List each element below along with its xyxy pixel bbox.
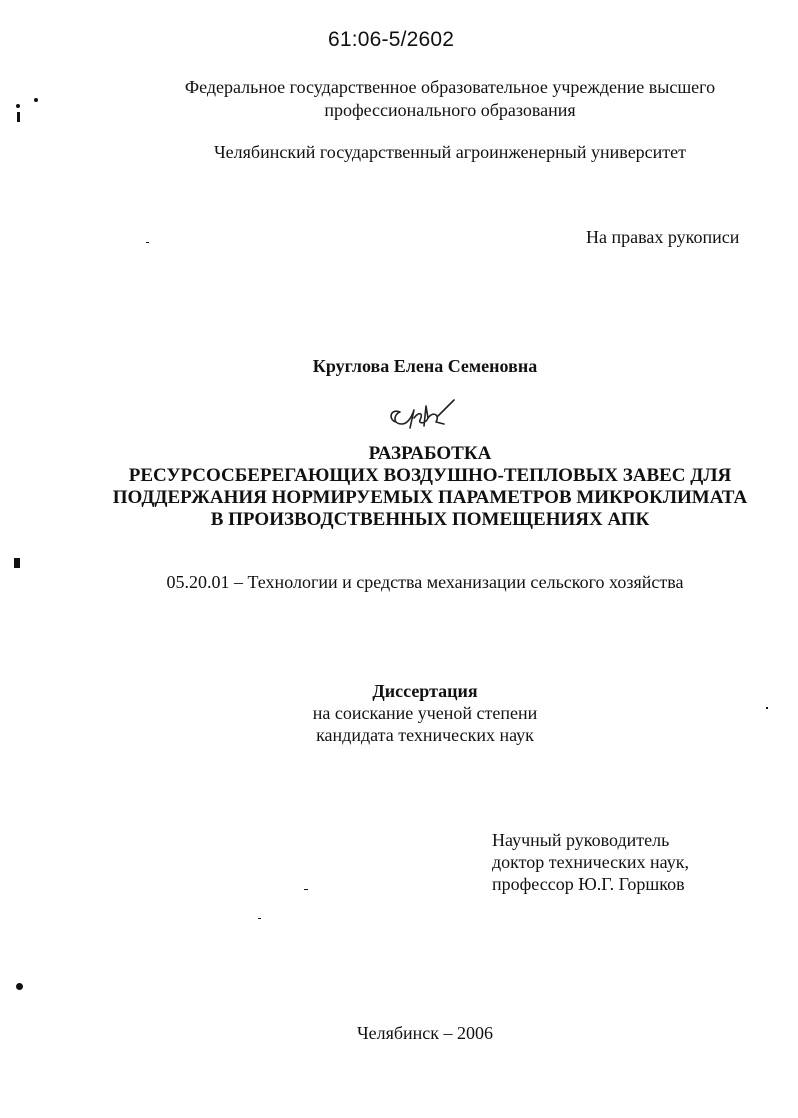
supervisor-block xyxy=(492,829,722,895)
university-name: Челябинский государственный агроинженерный университет xyxy=(213,142,687,162)
title-line-2: РЕСУРСОСБЕРЕГАЮЩИХ ВОЗДУШНО-ТЕПЛОВЫХ ЗАВЕС ДЛЯ xyxy=(128,465,732,486)
scan-speck xyxy=(17,112,20,122)
scan-speck xyxy=(14,558,20,568)
document-type: Диссертация xyxy=(372,681,478,701)
degree-line-2: кандидата технических наук xyxy=(316,725,534,745)
title-line-4: В ПРОИЗВОДСТВЕННЫХ ПОМЕЩЕНИЯХ АПК xyxy=(210,509,650,530)
specialty-code: 05.20.01 – Технологии и средства механизации сельского хозяйства xyxy=(166,572,684,592)
city-year: Челябинск – 2006 xyxy=(356,1023,494,1043)
scan-speck xyxy=(258,918,261,919)
handwritten-signature xyxy=(384,394,458,434)
author-name: Круглова Елена Семеновна xyxy=(312,356,538,376)
institution-name xyxy=(120,76,780,122)
scan-speck xyxy=(766,707,768,709)
scan-speck xyxy=(304,889,308,890)
institution-line-2: профессионального образования xyxy=(324,100,576,120)
degree-block xyxy=(100,680,750,746)
rights-note: На правах рукописи xyxy=(586,227,740,247)
dissertation-title xyxy=(90,443,770,531)
scan-speck xyxy=(34,98,38,102)
catalog-number-stamp: 61:06-5/2602 xyxy=(328,28,455,51)
degree-line-1: на соискание ученой степени xyxy=(312,703,538,723)
title-line-1: РАЗРАБОТКА xyxy=(368,443,492,464)
supervisor-role: Научный руководитель xyxy=(492,830,670,850)
scan-speck xyxy=(16,983,23,990)
title-line-3: ПОДДЕРЖАНИЯ НОРМИРУЕМЫХ ПАРАМЕТРОВ МИКРОКЛИМАТА xyxy=(112,487,748,508)
supervisor-degree: доктор технических наук, xyxy=(492,852,689,872)
institution-line-1: Федеральное государственное образовательное учреждение высшего xyxy=(184,77,716,97)
supervisor-name: профессор Ю.Г. Горшков xyxy=(492,874,685,894)
scan-speck xyxy=(146,242,149,243)
scan-speck xyxy=(16,104,20,108)
